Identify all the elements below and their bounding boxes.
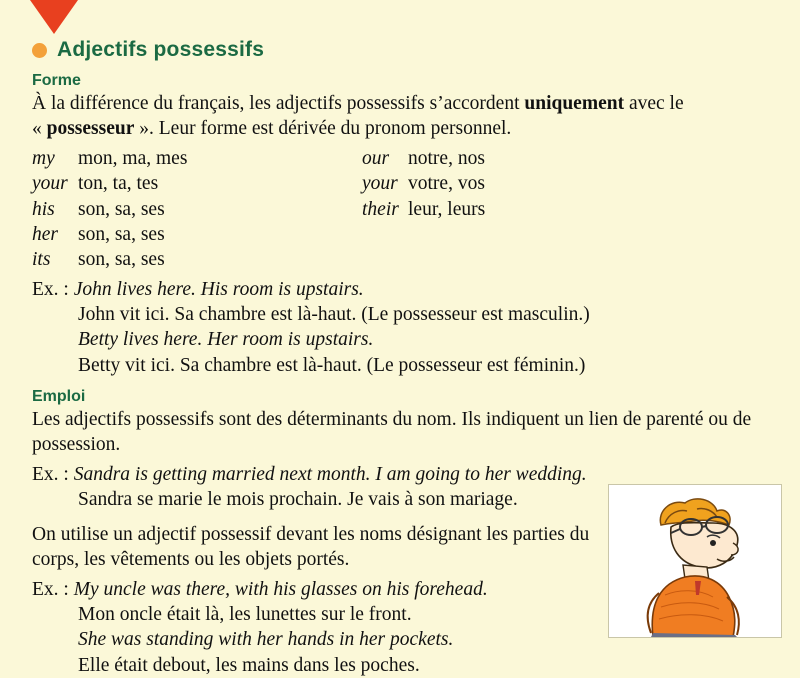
emploi-paragraph-1: Les adjectifs possessifs sont des déterminants du nom. Ils indiquent un lien de parenté ou de possession. [32,409,752,455]
forme-intro-part3-post: ». Leur forme est dérivée du pronom personnel. [134,117,512,139]
example-label: Ex. : [32,278,74,300]
form-english: our [362,147,390,169]
form-english: your [32,173,68,195]
form-english: his [32,198,55,220]
forme-intro-bold: uniquement [524,93,625,114]
red-triangle-marker [30,0,78,34]
form-french: votre, vos [408,173,485,195]
example-line [32,302,772,327]
form-english: its [32,249,51,271]
forme-intro-paragraph [32,92,772,142]
form-english: my [32,147,55,169]
example-text: Betty lives here. Her room is upstairs. [78,329,374,351]
form-english: their [362,198,399,220]
possessive-forms-table [32,146,772,273]
form-french: son, sa, ses [78,249,165,271]
form-french: ton, ta, tes [78,173,159,195]
example-text: Sandra is getting married next month. I am going to her wedding. [73,463,587,485]
form-row [32,146,342,171]
section-header [32,0,772,62]
form-row [362,197,672,222]
example-text: John vit ici. Sa chambre est là-haut. (Le possesseur est masculin.) [78,303,590,325]
form-french: son, sa, ses [78,223,165,245]
form-french: leur, leurs [408,198,486,220]
form-french: son, sa, ses [78,198,165,220]
form-row [32,171,342,196]
bullet-dot-icon [32,43,47,58]
emploi-paragraph-2: On utilise un adjectif possessif devant les noms désignant les parties du corps, les vêtements ou les objets portés. [32,523,590,570]
forms-column-singular [32,146,342,273]
subheading-forme: Forme [32,72,81,89]
cartoon-man-illustration [609,485,781,637]
page-title: Adjectifs possessifs [57,38,265,61]
example-text: Mon oncle était là, les lunettes sur le front. [78,603,412,625]
illustration-image [608,484,782,638]
example-line [32,353,772,378]
forme-intro-bold2: possesseur [46,117,135,139]
example-text: Betty vit ici. Sa chambre est là-haut. (Le possesseur est féminin.) [78,354,586,376]
example-text: She was standing with her hands in her pockets. [78,629,454,651]
example-label: Ex. : [32,463,74,485]
example-text: My uncle was there, with his glasses on his forehead. [73,578,488,600]
subheading-emploi: Emploi [32,388,86,405]
form-row [362,146,672,171]
form-french: mon, ma, mes [78,147,188,169]
example-text: John lives here. His room is upstairs. [73,278,364,300]
example-line [32,277,772,302]
forme-intro-part1: À la différence du français, les adjectifs possessifs s’accordent [32,93,525,114]
form-row [32,197,342,222]
example-line [32,653,632,678]
examples-emploi-2 [32,577,632,678]
example-line [32,327,772,352]
forme-intro-part3-pre: « [32,117,47,139]
example-text: Sandra se marie le mois prochain. Je vais à son mariage. [78,489,518,511]
example-text: Elle était debout, les mains dans les poches. [78,654,420,676]
example-line [32,577,632,602]
form-english: her [32,223,58,245]
examples-forme [32,277,772,378]
example-line [32,602,632,627]
forme-intro-part2: avec le [624,93,684,114]
form-row [32,222,342,247]
forms-column-plural [362,146,672,273]
form-english: your [362,173,398,195]
example-line [32,627,632,652]
form-row [32,247,342,272]
form-row [362,171,672,196]
form-french: notre, nos [408,147,485,169]
example-label: Ex. : [32,578,74,600]
